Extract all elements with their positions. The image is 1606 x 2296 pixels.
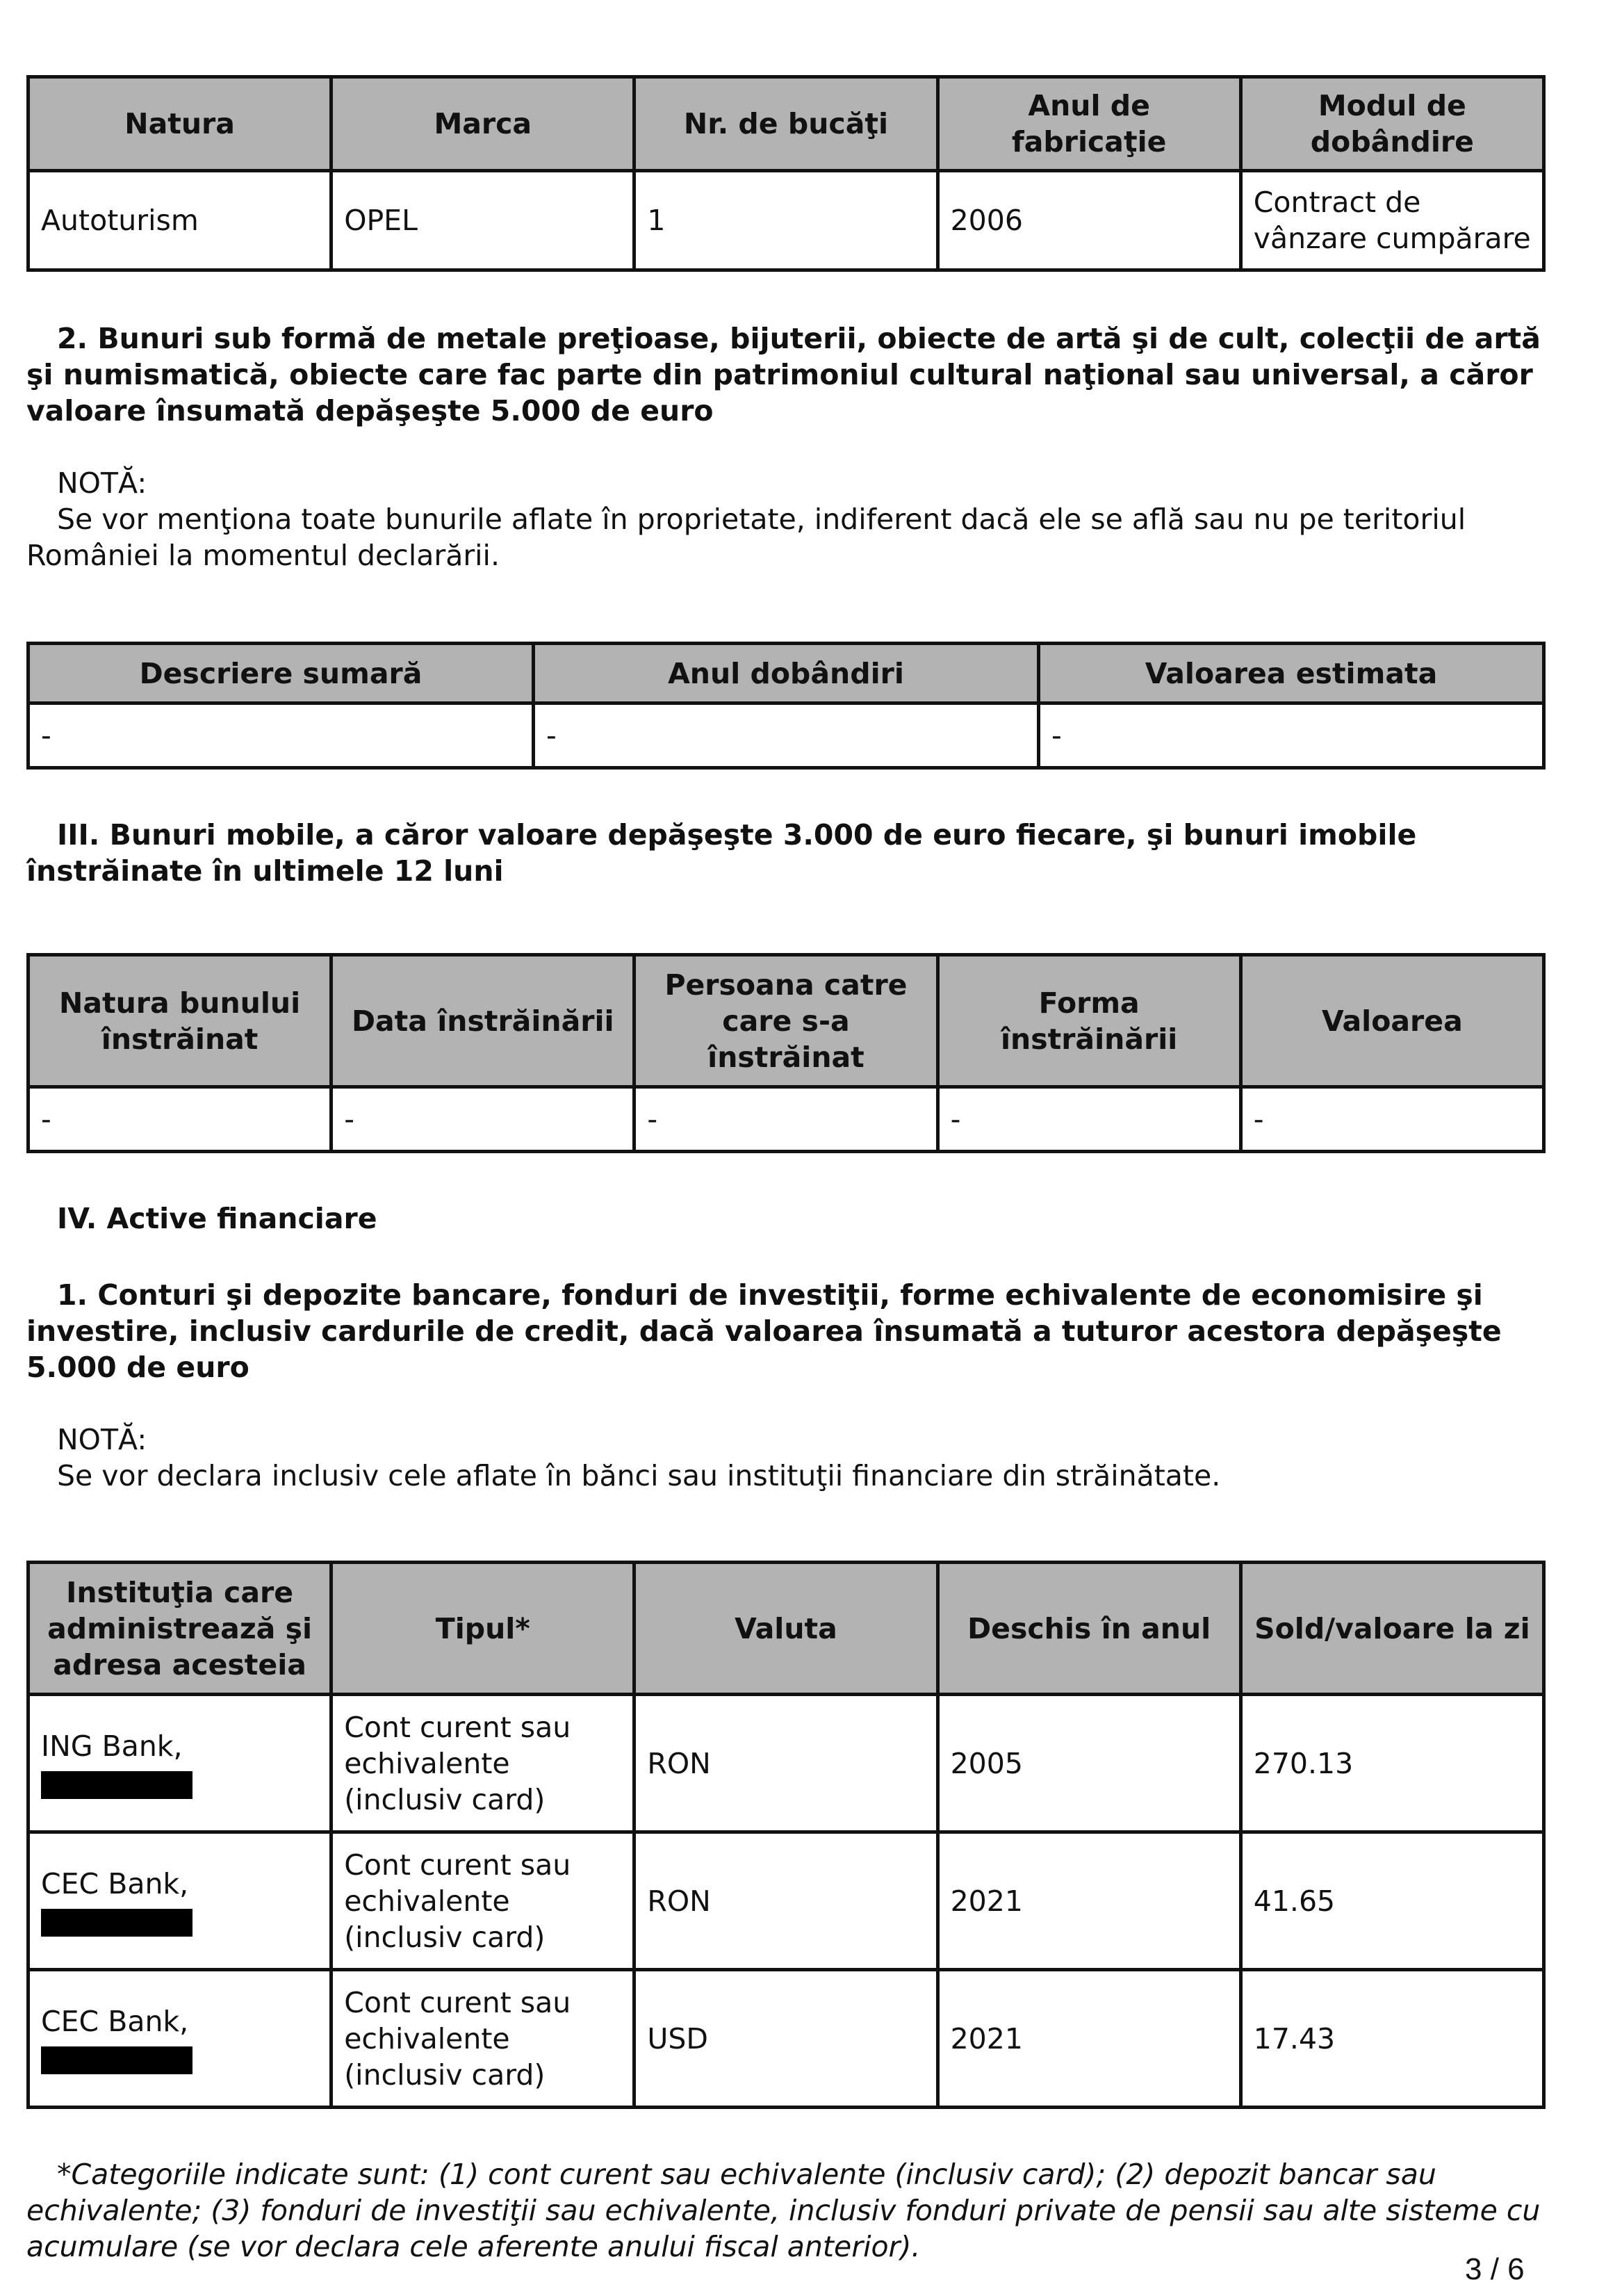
table-row	[28, 1832, 1544, 1970]
table-cell: -	[28, 703, 534, 768]
column-header: Anul de fabricaţie	[937, 77, 1240, 171]
account-type-cell: Cont curent sau echivalente (inclusiv card)	[331, 1832, 634, 1970]
table-cell: -	[28, 1087, 331, 1152]
institution-name: CEC Bank,	[41, 1866, 189, 1900]
balance-cell: 41.65	[1240, 1832, 1543, 1970]
column-header: Marca	[331, 77, 634, 171]
account-type-cell: Cont curent sau echivalente (inclusiv card)	[331, 1695, 634, 1832]
table-header-row	[28, 77, 1544, 171]
section-2-heading: 2. Bunuri sub formă de metale preţioase, bijuterii, obiecte de artă şi de cult, colecţii de artă şi numismatică, obiecte care fac parte din patrimoniul cultural naţional sau universal, a căror valoare însumată depăşeşte 5.000 de euro	[26, 322, 1541, 428]
table-row	[28, 1970, 1544, 2108]
institution-cell	[28, 1832, 331, 1970]
column-header: Modul de dobândire	[1240, 77, 1543, 171]
section-4-note-text: Se vor declara inclusiv cele aflate în bănci sau instituţii financiare din străinătate.	[57, 1459, 1221, 1492]
table-cell: OPEL	[331, 171, 634, 270]
institution-name: ING Bank,	[41, 1729, 183, 1763]
table-cell: -	[331, 1087, 634, 1152]
vehicles-table	[26, 75, 1546, 272]
table-header-row	[28, 955, 1544, 1087]
currency-cell: USD	[634, 1970, 937, 2108]
column-header: Tipul*	[331, 1563, 634, 1695]
table-cell: Contract de vânzare cumpărare	[1240, 171, 1543, 270]
year-opened-cell: 2005	[937, 1695, 1240, 1832]
table-row	[28, 1087, 1544, 1152]
bank-accounts-table	[26, 1561, 1546, 2109]
section-2-note-text: Se vor menţiona toate bunurile aflate în proprietate, indiferent dacă ele se află sau nu pe teritoriul României la momentul declarării.	[26, 503, 1466, 572]
column-header: Anul dobândiri	[534, 644, 1039, 703]
redacted-address	[41, 2046, 192, 2074]
account-type-cell: Cont curent sau echivalente (inclusiv card)	[331, 1970, 634, 2108]
balance-cell: 17.43	[1240, 1970, 1543, 2108]
column-header: Valoarea	[1240, 955, 1543, 1087]
document-page	[26, 75, 1546, 2265]
table-header-row	[28, 644, 1544, 703]
year-opened-cell: 2021	[937, 1970, 1240, 2108]
table-cell: 1	[634, 171, 937, 270]
column-header: Forma înstrăinării	[937, 955, 1240, 1087]
column-header: Valuta	[634, 1563, 937, 1695]
footnote: *Categoriile indicate sunt: (1) cont curent sau echivalente (inclusiv card); (2) depozit bancar sau echivalente; (3) fonduri de investiţii sau echivalente, inclusiv fonduri private de pensii sau alte sisteme cu acumulare (se vor declara cele aferente anului fiscal anterior).	[26, 2158, 1541, 2263]
balance-cell: 270.13	[1240, 1695, 1543, 1832]
table-cell: -	[937, 1087, 1240, 1152]
currency-cell: RON	[634, 1832, 937, 1970]
column-header: Nr. de bucăţi	[634, 77, 937, 171]
year-opened-cell: 2021	[937, 1832, 1240, 1970]
institution-cell	[28, 1970, 331, 2108]
column-header: Natura	[28, 77, 331, 171]
column-header: Persoana catre care s-a înstrăinat	[634, 955, 937, 1087]
table-cell: Autoturism	[28, 171, 331, 270]
table-cell: -	[1039, 703, 1544, 768]
table-row	[28, 1695, 1544, 1832]
section-4-subheading: 1. Conturi şi depozite bancare, fonduri de investiţii, forme echivalente de economisire şi investire, inclusiv cardurile de credit, dacă valoarea însumată a tuturor acestora depăşeşte 5.000 de euro	[26, 1278, 1502, 1384]
section-3-heading: III. Bunuri mobile, a căror valoare depăşeşte 3.000 de euro fiecare, şi bunuri imobile înstrăinate în ultimele 12 luni	[26, 818, 1417, 888]
table-row	[28, 171, 1544, 270]
table-cell: -	[534, 703, 1039, 768]
redacted-address	[41, 1909, 192, 1937]
column-header: Instituţia care administrează şi adresa acesteia	[28, 1563, 331, 1695]
column-header: Deschis în anul	[937, 1563, 1240, 1695]
section-4-heading: IV. Active financiare	[57, 1202, 377, 1235]
table-cell: 2006	[937, 171, 1240, 270]
currency-cell: RON	[634, 1695, 937, 1832]
section-2-note-label: NOTĂ:	[57, 466, 147, 500]
institution-name: CEC Bank,	[41, 2004, 189, 2038]
column-header: Data înstrăinării	[331, 955, 634, 1087]
column-header: Natura bunului înstrăinat	[28, 955, 331, 1087]
section-4-note-label: NOTĂ:	[57, 1423, 147, 1456]
alienated-goods-table	[26, 953, 1546, 1153]
column-header: Sold/valoare la zi	[1240, 1563, 1543, 1695]
column-header: Descriere sumară	[28, 644, 534, 703]
page-number: 3 / 6	[1465, 2252, 1525, 2286]
table-cell: -	[634, 1087, 937, 1152]
table-row	[28, 703, 1544, 768]
redacted-address	[41, 1771, 192, 1799]
table-cell: -	[1240, 1087, 1543, 1152]
table-header-row	[28, 1563, 1544, 1695]
institution-cell	[28, 1695, 331, 1832]
column-header: Valoarea estimata	[1039, 644, 1544, 703]
valuables-table	[26, 642, 1546, 770]
